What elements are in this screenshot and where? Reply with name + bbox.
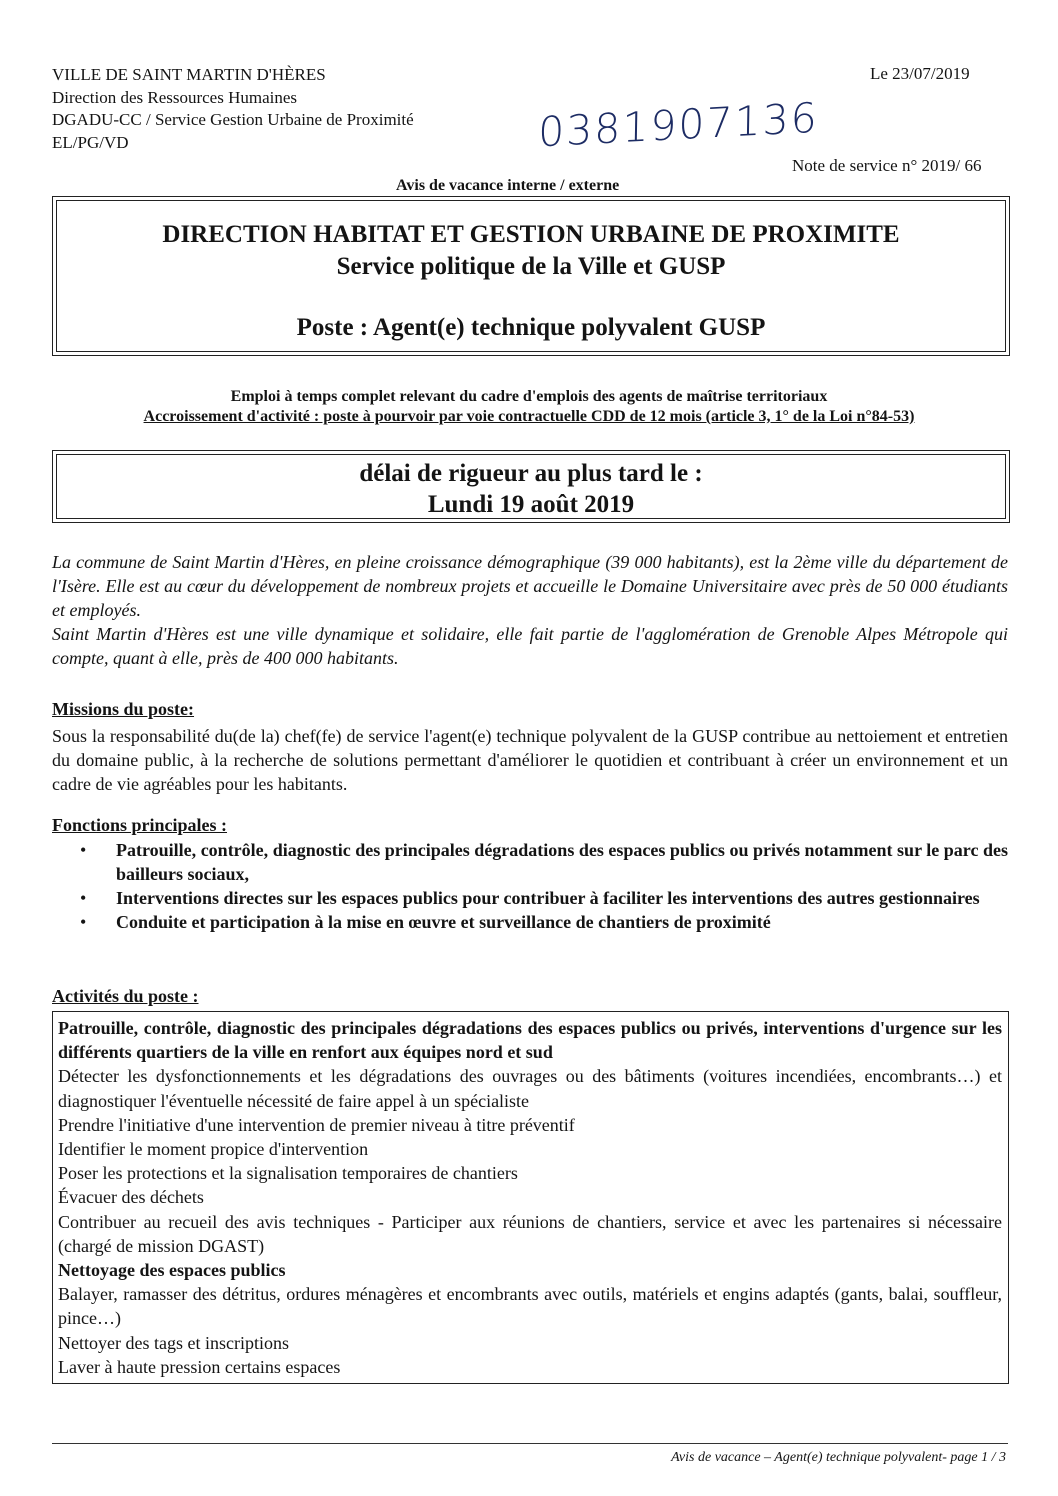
list-item: [80, 910, 1008, 934]
employment-terms: [0, 387, 1058, 427]
contract-line: Accroissement d'activité : poste à pourvoir par voie contractuelle CDD de 12 mois (article 3, 1° de la Loi n°84-53): [143, 408, 915, 425]
activities-table: [52, 1011, 1009, 1384]
page-footer: Avis de vacance – Agent(e) technique polyvalent- page 1 / 3: [671, 1450, 1006, 1465]
activity-row: Détecter les dysfonctionnements et les dégradations des ouvrages ou des bâtiments (voitures incendiées, encombrants…) et diagnostiquer l'éventuelle nécessité de faire appel à un spécialiste: [58, 1066, 1002, 1111]
activity-row: Prendre l'initiative d'une intervention de premier niveau à titre préventif: [58, 1114, 575, 1135]
footer-divider: [52, 1443, 1008, 1444]
service-title: Service politique de la Ville et GUSP: [336, 253, 726, 280]
intro-paragraph: Saint Martin d'Hères est une ville dynamique et solidaire, elle fait partie de l'agglomération de Grenoble Alpes Métropole qui compte, quant à elle, près de 400 000 habitants.: [52, 624, 1008, 668]
handwritten-number: 0381907136: [537, 93, 820, 157]
function-text: Patrouille, contrôle, diagnostic des principales dégradations des espaces publics ou privés notamment sur le parc des bailleurs sociaux,: [116, 840, 1008, 884]
job-title: Poste : Agent(e) technique polyvalent GUSP: [296, 314, 766, 341]
missions-heading: Missions du poste:: [52, 699, 195, 719]
functions-heading: Fonctions principales :: [52, 815, 228, 835]
list-item: [80, 838, 1008, 886]
org-direction: Direction des Ressources Humaines: [52, 87, 298, 107]
activity-row: Contribuer au recueil des avis techniques - Participer aux réunions de chantiers, service et avec les partenaires si nécessaire (chargé de mission DGAST): [58, 1211, 1002, 1256]
org-reference: EL/PG/VD: [52, 132, 129, 152]
document-date: Le 23/07/2019: [870, 64, 970, 83]
activity-group-heading: Patrouille, contrôle, diagnostic des principales dégradations des espaces publics ou privés, interventions d'urgence sur les différents quartiers de la ville en renfort aux équipes nord et sud: [58, 1018, 1002, 1063]
deadline-label: délai de rigueur au plus tard le :: [359, 460, 703, 487]
intro-paragraph: La commune de Saint Martin d'Hères, en pleine croissance démographique (39 000 habitants), est la 2ème ville du département de l'Isère. Elle est au cœur du développement de nombreux projets et accueille le Domaine Universitaire avec près de 50 000 étudiants et employés.: [52, 552, 1008, 620]
activity-row: Nettoyer des tags et inscriptions: [58, 1332, 289, 1353]
activity-row: Balayer, ramasser des détritus, ordures ménagères et encombrants avec outils, matériels et engins adaptés (gants, balai, souffleur, pince…): [58, 1284, 1002, 1329]
direction-title: DIRECTION HABITAT ET GESTION URBAINE DE PROXIMITE: [162, 221, 900, 248]
org-city: VILLE DE SAINT MARTIN D'HÈRES: [52, 65, 326, 84]
bullet-icon: •: [80, 840, 87, 860]
org-service: DGADU-CC / Service Gestion Urbaine de Proximité: [52, 110, 414, 129]
activity-row: Évacuer des déchets: [58, 1187, 204, 1208]
activity-group-heading: Nettoyage des espaces publics: [58, 1260, 286, 1281]
organization-block: [52, 64, 414, 154]
deadline-box: [52, 450, 1010, 523]
function-text: Conduite et participation à la mise en œuvre et surveillance de chantiers de proximité: [116, 912, 771, 932]
activities-heading: Activités du poste :: [52, 986, 199, 1006]
missions-text: Sous la responsabilité du(de la) chef(fe) de service l'agent(e) technique polyvalent de la GUSP contribue au nettoiement et entretien du domaine public, à la recherche de solutions permettant d'améliorer le quotidien et contribuant à créer un environnement et un cadre de vie agréables pour les habitants.: [52, 726, 1008, 794]
activity-row: Identifier le moment propice d'intervention: [58, 1139, 369, 1160]
employment-line: Emploi à temps complet relevant du cadre d'emplois des agents de maîtrise territoriaux: [230, 388, 828, 405]
title-box: [52, 196, 1010, 356]
activity-row: Laver à haute pression certains espaces: [58, 1356, 341, 1377]
list-item: [80, 886, 1008, 910]
deadline-date: Lundi 19 août 2019: [427, 491, 635, 518]
note-de-service-number: Note de service n° 2019/ 66: [792, 156, 982, 175]
activity-row: Poser les protections et la signalisation temporaires de chantiers: [58, 1163, 518, 1184]
bullet-icon: •: [80, 888, 87, 908]
intro-section: [52, 550, 1008, 670]
function-text: Interventions directes sur les espaces publics pour contribuer à faciliter les interventions des autres gestionnaires: [116, 888, 980, 908]
functions-list: [80, 838, 1008, 934]
vacancy-notice-label: Avis de vacance interne / externe: [396, 177, 620, 194]
bullet-icon: •: [80, 912, 87, 932]
